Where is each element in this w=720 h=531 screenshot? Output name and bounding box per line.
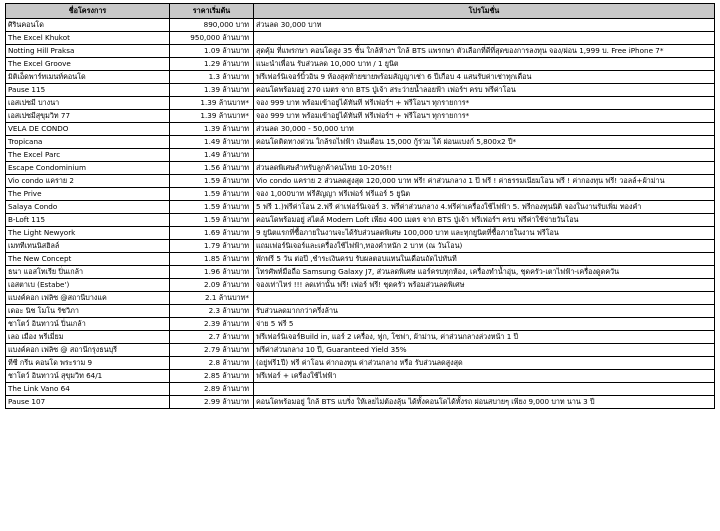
project-name-cell: แบงค์คอก เฟลิซ @สถานีบางแค — [6, 292, 170, 305]
table-body — [6, 19, 715, 409]
price-cell: 1.39 ล้านบาท — [170, 123, 254, 136]
promotion-cell: ฟรีค่าส่วนกลาง 10 ปี, Guaranteed Yield 35% — [254, 344, 715, 357]
promotion-cell: คอนโดติดทางด่วน ใกล้รถไฟฟ้า เงินเดือน 15,000 กู้ร่วม ได้ ผ่อนแบงก์ 5,800x2 ปี* — [254, 136, 715, 149]
table-row — [6, 253, 715, 266]
header-project-name: ชื่อโครงการ — [6, 4, 170, 19]
promotion-cell: ฟรีเฟอร์ + เครื่องใช้ไฟฟ้า — [254, 370, 715, 383]
table-row — [6, 32, 715, 45]
promotion-cell: โทรศัพท์มือถือ Samsung Galaxy J7, ส่วนลดพิเศษ แอร์ครบทุกห้อง, เครื่องทำน้ำอุ่น, ชุดครัว-เตาไฟฟ้า-เครื่องดูดควัน — [254, 266, 715, 279]
table-row — [6, 305, 715, 318]
project-name-cell: เอสเปซมี บางนา — [6, 97, 170, 110]
table-row — [6, 227, 715, 240]
table-row — [6, 71, 715, 84]
project-name-cell: Escape Condominium — [6, 162, 170, 175]
project-name-cell: เอสเปซมีสุขุมวิท 77 — [6, 110, 170, 123]
project-name-cell: The New Concept — [6, 253, 170, 266]
price-cell: 2.09 ล้านบาท — [170, 279, 254, 292]
promotion-cell: 5 ฟรี 1.)ฟรีค่าโอน 2.ฟรี ค่าเฟอร์นิเจอร์ 3. ฟรีค่าส่วนกลาง 4.ฟรีค่าเครื่องใช้ไฟฟ้า 5. ฟรีกองทุนนิติ จองในงานรับเพิ่ม ทองคำ — [254, 201, 715, 214]
price-cell: 1.09 ล้านบาท — [170, 45, 254, 58]
price-cell: 1.29 ล้านบาท — [170, 58, 254, 71]
price-cell: 1.59 ล้านบาท — [170, 175, 254, 188]
promotion-cell: รับส่วนลดมากกว่าครึ่งล้าน — [254, 305, 715, 318]
price-cell: 2.39 ล้านบาท — [170, 318, 254, 331]
price-cell: 950,000 ล้านบาท — [170, 32, 254, 45]
table-row — [6, 214, 715, 227]
project-name-cell: The Excel Parc — [6, 149, 170, 162]
price-cell: 890,000 บาท — [170, 19, 254, 32]
project-name-cell: Salaya Condo — [6, 201, 170, 214]
table-row — [6, 383, 715, 396]
price-cell: 1.56 ล้านบาท — [170, 162, 254, 175]
project-name-cell: The Prive — [6, 188, 170, 201]
table-row — [6, 149, 715, 162]
table-row — [6, 318, 715, 331]
project-name-cell: Notting Hill Praksa — [6, 45, 170, 58]
project-name-cell: เลอ เมือง พรีเมี่ยม — [6, 331, 170, 344]
project-name-cell: The Excel Groove — [6, 58, 170, 71]
promotion-cell: สุดคุ้ม ที่แพรกษา คอนโดสูง 35 ชั้น ใกล้ห้างฯ ใกล้ BTS แพรกษา ตัวเลือกที่ดีที่สุดของการลงทุน จอง/ผ่อน 1,999 บ. Free iPhone 7* — [254, 45, 715, 58]
promotion-cell — [254, 32, 715, 45]
promotion-cell — [254, 292, 715, 305]
price-cell: 2.79 ล้านบาท — [170, 344, 254, 357]
table-row — [6, 162, 715, 175]
promotion-cell: คอนโดพร้อมอยู่ ใกล้ BTS แบริ่ง ให้เลยไม่ต้องลุ้น ได้ทั้งคอนโดได้ทั้งรถ ผ่อนสบายๆ เพียง 9,000 บาท นาน 3 ปี — [254, 396, 715, 409]
price-cell: 2.99 ล้านบาท — [170, 396, 254, 409]
table-row — [6, 45, 715, 58]
project-name-cell: มิติเอ็ดพาร์ทเมนท์คอนโด — [6, 71, 170, 84]
promotion-cell: 9 ยูนิตแรกที่ซื้อภายในงานจะได้รับส่วนลดพิเศษ 100,000 บาท และทุกยูนิตที่ซื้อภายในงาน ฟรีโอน — [254, 227, 715, 240]
promotion-cell: แถมเฟอร์นิเจอร์และเครื่องใช้ไฟฟ้า,ทองคำหนัก 2 บาท (ณ วันโอน) — [254, 240, 715, 253]
project-name-cell: B-Loft 115 — [6, 214, 170, 227]
header-starting-price: ราคาเริ่มต้น — [170, 4, 254, 19]
promotion-table-container — [5, 3, 715, 409]
project-name-cell: The Link Vano 64 — [6, 383, 170, 396]
table-row — [6, 84, 715, 97]
project-name-cell: Vio condo แคราย 2 — [6, 175, 170, 188]
project-name-cell: เอสตาเบ (Estabe') — [6, 279, 170, 292]
price-cell: 2.85 ล้านบาท — [170, 370, 254, 383]
promotion-cell: ส่วนลด 30,000 บาท — [254, 19, 715, 32]
header-promotion: โปรโมชั่น — [254, 4, 715, 19]
header-row — [6, 4, 715, 19]
promotion-cell: ส่วนลดพิเศษสำหรับลูกค้าคนไทย 10-20%!! — [254, 162, 715, 175]
table-row — [6, 331, 715, 344]
project-name-cell: Tropicana — [6, 136, 170, 149]
table-row — [6, 370, 715, 383]
price-cell: 1.39 ล้านบาท* — [170, 110, 254, 123]
promotion-cell: พักฟรี 5 วัน ต่อปี ,ชำระเงินครบ รับผลตอบแทนในเดือนถัดไปทันที — [254, 253, 715, 266]
project-name-cell: VELA DE CONDO — [6, 123, 170, 136]
promotion-cell: จอง 999 บาท พร้อมเข้าอยู่ได้ทันที ฟรีเฟอร์ฯ + ฟรีโอนฯ ทุกรายการ* — [254, 97, 715, 110]
promotion-cell: จอง 999 บาท พร้อมเข้าอยู่ได้ทันที ฟรีเฟอร์ฯ + ฟรีโอนฯ ทุกรายการ* — [254, 110, 715, 123]
table-row — [6, 110, 715, 123]
price-cell: 1.39 ล้านบาท* — [170, 97, 254, 110]
price-cell: 1.85 ล้านบาท — [170, 253, 254, 266]
price-cell: 1.49 ล้านบาท — [170, 149, 254, 162]
project-name-cell: Pause 115 — [6, 84, 170, 97]
project-name-cell: ศิรินคอนโด — [6, 19, 170, 32]
promotion-cell: ส่วนลด 30,000 - 50,000 บาท — [254, 123, 715, 136]
promotion-cell: คอนโดพร้อมอยู่ 270 เมตร จาก BTS ปู่เจ้า สระว่ายน้ำลอยฟ้า เฟอร์ฯ ครบ ฟรีค่าโอน — [254, 84, 715, 97]
promotion-cell: ฟรีเฟอร์นิเจอร์บิ้วอิน 9 ห้องสุดท้ายขายพร้อมสัญญาเช่า 6 ปีเกือบ 4 แสนรับค่าเช่าทุกเดือน — [254, 71, 715, 84]
project-name-cell: ทีซี กรีน คอนโด พระราม 9 — [6, 357, 170, 370]
project-name-cell: ชาโตว์ อินทาวน์ สุขุมวิท 64/1 — [6, 370, 170, 383]
price-cell: 1.3 ล้านบาท — [170, 71, 254, 84]
price-cell: 1.69 ล้านบาท — [170, 227, 254, 240]
project-name-cell: The Excel Khukot — [6, 32, 170, 45]
promotion-cell: Vio condo แคราย 2 ส่วนลดสูงสุด 120,000 บาท ฟรี! ค่าส่วนกลาง 1 ปี ฟรี ! ค่าธรรมเนียมโอน ฟรี ! ค่ากองทุน ฟรี! วอลล์+ผ้าม่าน — [254, 175, 715, 188]
table-row — [6, 19, 715, 32]
table-row — [6, 344, 715, 357]
table-row — [6, 123, 715, 136]
table-row — [6, 188, 715, 201]
price-cell: 2.7 ล้านบาท — [170, 331, 254, 344]
promotion-table — [5, 3, 715, 409]
project-name-cell: เดอะ นิช โมโน รัชวิภา — [6, 305, 170, 318]
project-name-cell: เมททีเทนนิสฮิลล์ — [6, 240, 170, 253]
table-row — [6, 266, 715, 279]
project-name-cell: The Light Newyork — [6, 227, 170, 240]
promotion-cell: จ่าย 5 ฟรี 5 — [254, 318, 715, 331]
price-cell: 2.89 ล้านบาท — [170, 383, 254, 396]
table-row — [6, 396, 715, 409]
price-cell: 1.79 ล้านบาท — [170, 240, 254, 253]
table-row — [6, 58, 715, 71]
table-row — [6, 97, 715, 110]
project-name-cell: Pause 107 — [6, 396, 170, 409]
price-cell: 1.96 ล้านบาท — [170, 266, 254, 279]
price-cell: 2.8 ล้านบาท — [170, 357, 254, 370]
price-cell: 1.59 ล้านบาท — [170, 201, 254, 214]
table-row — [6, 175, 715, 188]
price-cell: 2.3 ล้านบาท — [170, 305, 254, 318]
promotion-cell — [254, 383, 715, 396]
table-row — [6, 240, 715, 253]
promotion-cell: (อยู่ฟรี1ปี) ฟรี ค่าโอน ค่ากองทุน ค่าส่วนกลาง หรือ รับส่วนลดสูงสุด — [254, 357, 715, 370]
table-row — [6, 292, 715, 305]
price-cell: 1.39 ล้านบาท — [170, 84, 254, 97]
table-row — [6, 357, 715, 370]
promotion-cell: ฟรีเฟอร์นิเจอร์Build in, แอร์ 2 เครื่อง, ฟูก, โซฟา, ผ้าม่าน, ค่าส่วนกลางล่วงหน้า 1 ปี — [254, 331, 715, 344]
price-cell: 1.59 ล้านบาท — [170, 214, 254, 227]
promotion-cell — [254, 149, 715, 162]
promotion-cell: จอง 1,000บาท ฟรีสัญญา ฟรีเฟอร์ ฟรีแอร์ 5 ยูนิต — [254, 188, 715, 201]
promotion-cell: จองเท่าไหร่ !!! ลดเท่านั้น ฟรี! เฟอร์ ฟรี! ชุดครัว พร้อมส่วนลดพิเศษ — [254, 279, 715, 292]
project-name-cell: แบงค์คอก เฟลิซ @ สถานีกรุงธนบุรี — [6, 344, 170, 357]
promotion-cell: แนะนำเพื่อน รับส่วนลด 10,000 บาท / 1 ยูนิต — [254, 58, 715, 71]
project-name-cell: ธนา แอสโทเรีย ปิ่นเกล้า — [6, 266, 170, 279]
promotion-cell: คอนโดพร้อมอยู่ สไตล์ Modern Loft เพียง 400 เมตร จาก BTS ปู่เจ้า ฟรีเฟอร์ฯ ครบ ฟรีค่าใช้จ่ายวันโอน — [254, 214, 715, 227]
project-name-cell: ชาโตว์ อินทาวน์ ปิ่นเกล้า — [6, 318, 170, 331]
price-cell: 2.1 ล้านบาท* — [170, 292, 254, 305]
table-row — [6, 201, 715, 214]
table-row — [6, 136, 715, 149]
table-row — [6, 279, 715, 292]
price-cell: 1.49 ล้านบาท — [170, 136, 254, 149]
price-cell: 1.59 ล้านบาท — [170, 188, 254, 201]
